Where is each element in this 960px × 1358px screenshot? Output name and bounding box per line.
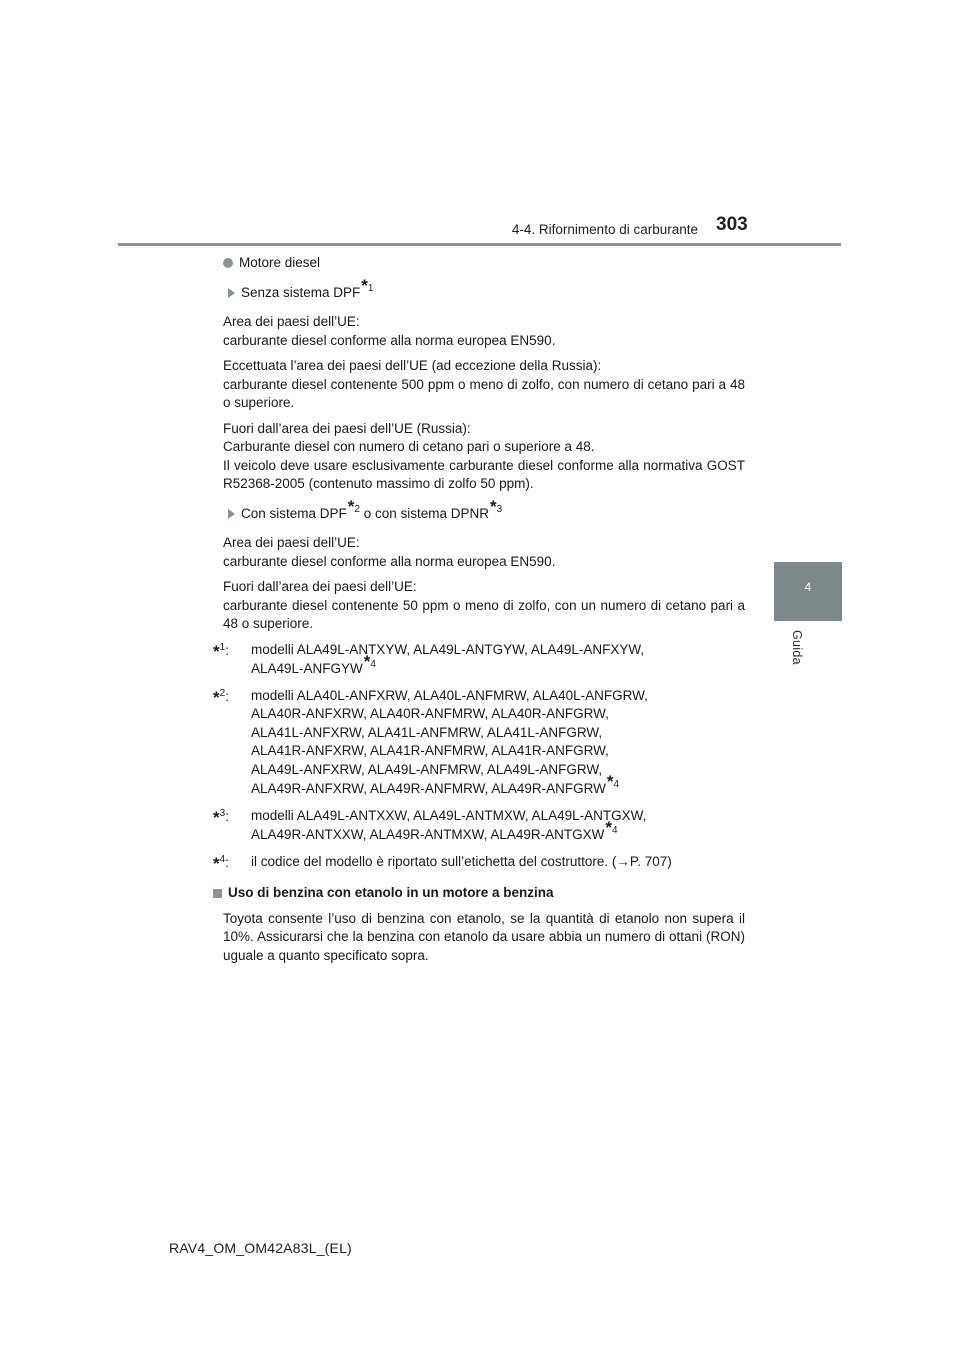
footnote-key: *$^1$: bbox=[213, 641, 229, 661]
chapter-tab bbox=[774, 562, 842, 621]
with-dpf-non-eu bbox=[223, 578, 745, 634]
triangle-bullet-icon bbox=[228, 509, 235, 519]
text-line: il codice del modello è riportato sull’etichetta del costruttore. (→P. 707) bbox=[251, 853, 672, 869]
benzina-text: Toyota consente l’uso di benzina con etanolo, se la quantità di etanolo non supera il 10%. Assicurarsi che la benzina con etanolo da usare abbia un numero di ottani (RON) uguale a quanto specificato sopra. bbox=[223, 910, 745, 963]
chapter-label: Guida bbox=[790, 630, 804, 665]
text-line: modelli ALA40L-ANFXRW, ALA40L-ANFMRW, ALA40L-ANFGRW, bbox=[251, 687, 648, 703]
text-line: carburante diesel contenente 50 ppm o meno di zolfo, con un numero di cetano pari a 48 o superiore. bbox=[223, 597, 745, 631]
bullet-dot-icon bbox=[223, 258, 233, 268]
footnote bbox=[213, 853, 745, 875]
asterisk-icon: * bbox=[213, 853, 220, 873]
footnote-key: *$^3$: bbox=[213, 807, 229, 827]
footnote-body bbox=[251, 807, 745, 847]
footnote-body bbox=[251, 853, 745, 875]
asterisk-icon: * bbox=[213, 687, 220, 707]
with-dpf-heading bbox=[228, 496, 745, 526]
square-bullet-icon bbox=[213, 889, 222, 898]
footnote-ref: 4 bbox=[611, 825, 618, 836]
text-line: ALA40R-ANFXRW, ALA40R-ANFMRW, ALA40R-ANFGRW, bbox=[251, 706, 609, 721]
text-line: modelli ALA49L-ANTXXW, ALA49L-ANTMXW, ALA49L-ANTGXW, bbox=[251, 807, 647, 823]
diesel-heading bbox=[223, 254, 745, 273]
benzina-heading bbox=[213, 884, 745, 903]
footnote-number: 3 bbox=[219, 807, 226, 819]
asterisk-icon: * bbox=[605, 818, 612, 837]
without-dpf-non-eu bbox=[223, 357, 745, 413]
text-line: Il veicolo deve usare esclusivamente carburante diesel conforme alla normativa GOST R52368-2005 (contenuto massimo di zolfo 50 ppm). bbox=[223, 457, 745, 491]
footnote-body bbox=[251, 687, 745, 801]
with-dpnr-label: o con sistema DPNR bbox=[359, 505, 490, 521]
footnotes bbox=[213, 641, 745, 875]
page-header bbox=[0, 0, 960, 250]
asterisk-icon: * bbox=[363, 652, 371, 671]
text-fragment: ALA49R-ANFXRW, ALA49R-ANFMRW, ALA49R-ANFGRW bbox=[251, 781, 606, 796]
without-dpf-russia bbox=[223, 420, 745, 494]
footnote-number: 2 bbox=[219, 687, 226, 699]
asterisk-icon: * bbox=[606, 772, 614, 791]
footnote-ref: 2 bbox=[354, 503, 360, 515]
text-line: ALA49L-ANFXRW, ALA49L-ANFMRW, ALA49L-ANFGRW, bbox=[251, 761, 603, 777]
text-line: carburante diesel conforme alla norma europea EN590. bbox=[223, 332, 556, 348]
text-line bbox=[251, 652, 745, 681]
footnote-ref: 4 bbox=[613, 779, 620, 790]
text-fragment: ALA49L-ANFGYW bbox=[251, 661, 363, 676]
page-content bbox=[213, 254, 745, 965]
text-line: Eccettuata l’area dei paesi dell’UE (ad eccezione della Russia): bbox=[223, 358, 602, 373]
footnote bbox=[213, 641, 745, 681]
document-code: RAV4_OM_OM42A83L_(EL) bbox=[169, 1240, 352, 1256]
footnote-number: 1 bbox=[219, 641, 226, 653]
chapter-tab-number: 4 bbox=[804, 580, 812, 594]
with-dpf-label: Con sistema DPF bbox=[241, 505, 347, 521]
footnote-ref: 3 bbox=[496, 503, 503, 515]
text-line: modelli ALA49L-ANTXYW, ALA49L-ANTGYW, ALA49L-ANFXYW, bbox=[251, 641, 645, 657]
text-line bbox=[251, 818, 745, 847]
footnote bbox=[213, 687, 745, 801]
footnote bbox=[213, 807, 745, 847]
text-line: Area dei paesi dell’UE: bbox=[223, 535, 360, 550]
text-line: ALA41R-ANFXRW, ALA41R-ANFMRW, ALA41R-ANFGRW, bbox=[251, 743, 609, 758]
text-line: ALA41L-ANFXRW, ALA41L-ANFMRW, ALA41L-ANFGRW, bbox=[251, 724, 603, 740]
text-line: Area dei paesi dell’UE: bbox=[223, 314, 360, 329]
footnote-ref: 4 bbox=[370, 659, 376, 670]
header-rule bbox=[118, 243, 841, 246]
text-fragment: ALA49R-ANTXXW, ALA49R-ANTMXW, ALA49R-ANTGXW bbox=[251, 827, 605, 842]
diesel-heading-text: Motore diesel bbox=[239, 255, 321, 270]
without-dpf-heading bbox=[228, 275, 745, 305]
text-line: carburante diesel conforme alla norma europea EN590. bbox=[223, 553, 556, 569]
asterisk-icon: * bbox=[347, 496, 355, 516]
text-line bbox=[251, 772, 745, 801]
asterisk-icon: * bbox=[213, 641, 220, 661]
footnote-key: *$^2$: bbox=[213, 687, 229, 707]
text-line: Fuori dall’area dei paesi dell’UE: bbox=[223, 579, 417, 594]
benzina-heading-text: Uso di benzina con etanolo in un motore a benzina bbox=[228, 885, 554, 900]
without-dpf-eu bbox=[223, 313, 745, 350]
with-dpf-eu bbox=[223, 534, 745, 571]
asterisk-icon: * bbox=[213, 807, 220, 827]
page-number: 303 bbox=[716, 214, 748, 235]
without-dpf-label: Senza sistema DPF bbox=[241, 284, 361, 300]
footnote-key: *$^4$: bbox=[213, 853, 229, 873]
triangle-bullet-icon bbox=[228, 288, 235, 298]
text-line: Fuori dall’area dei paesi dell’UE (Russia): bbox=[223, 420, 471, 436]
section-title: 4-4. Rifornimento di carburante bbox=[511, 222, 698, 237]
text-line: carburante diesel contenente 500 ppm o meno di zolfo, con numero di cetano pari a 48 o superiore. bbox=[223, 376, 745, 410]
asterisk-icon: * bbox=[361, 275, 368, 295]
footnote-number: 4 bbox=[219, 853, 226, 865]
text-line: Carburante diesel con numero di cetano pari o superiore a 48. bbox=[223, 439, 595, 454]
footnote-body bbox=[251, 641, 745, 681]
asterisk-icon: * bbox=[490, 496, 497, 516]
footnote-ref: 1 bbox=[367, 282, 374, 294]
